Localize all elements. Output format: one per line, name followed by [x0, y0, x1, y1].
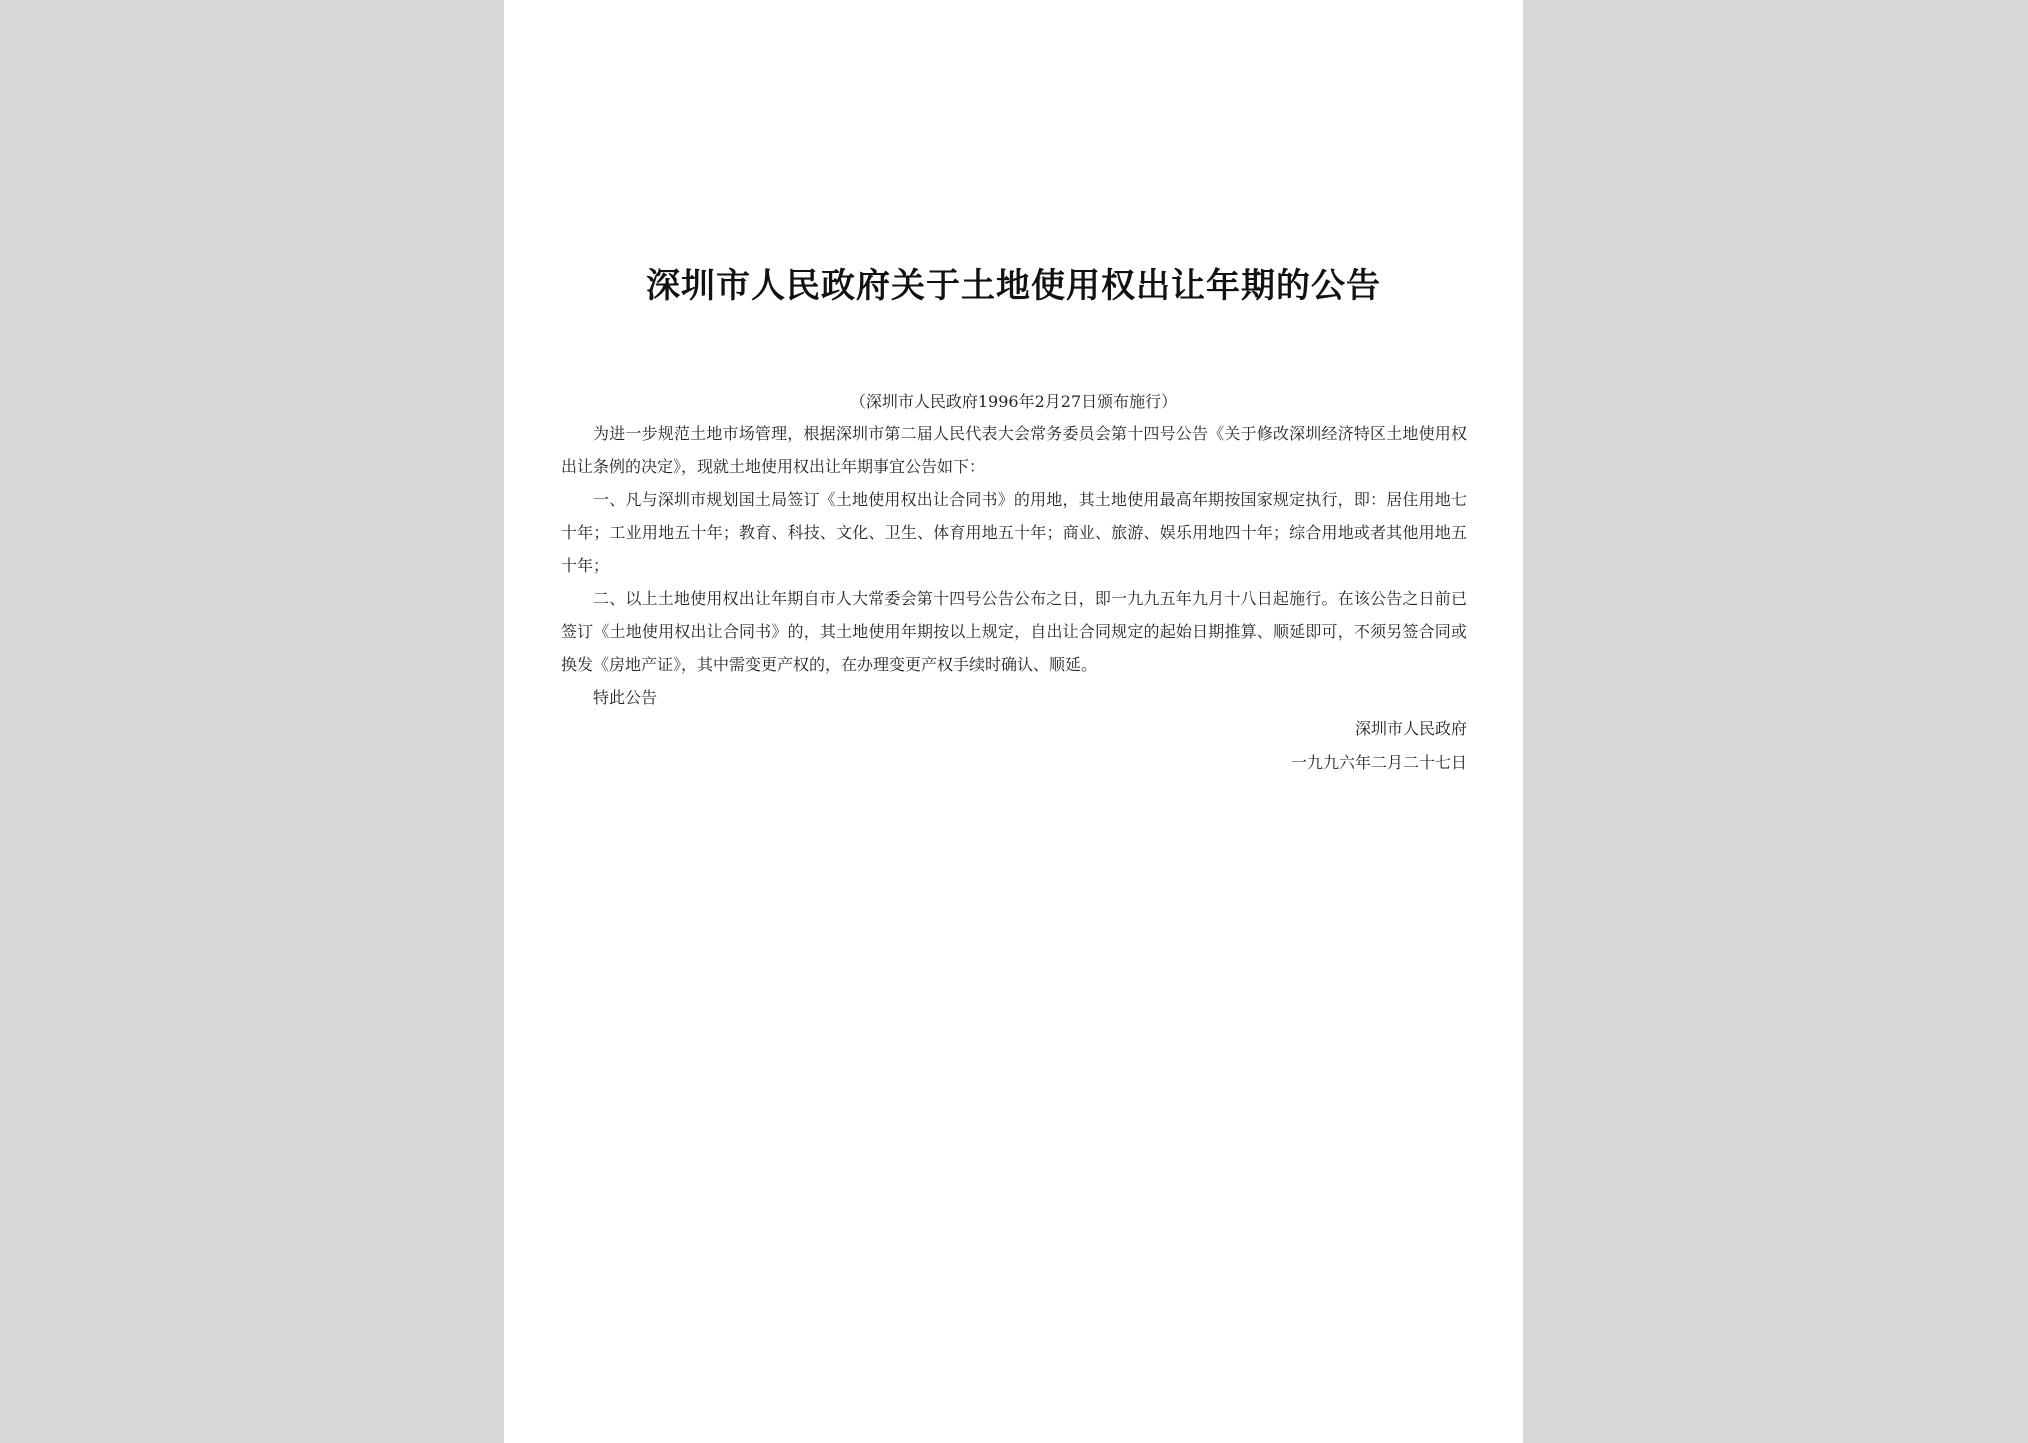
document-page — [504, 0, 1523, 1443]
paragraph-closing: 特此公告 — [593, 688, 658, 707]
paragraph-clause-two: 二、以上土地使用权出让年期自市人大常委会第十四号公告公布之日，即一九九五年九月十八日起施行。在该公告之日前已签订《土地使用权出让合同书》的，其土地使用年期按以上规定，自出让合同规定的起始日期推算、顺延即可，不须另签合同或换发《房地产证》，其中需变更产权的，在办理变更产权手续时确认、顺延。 — [561, 589, 1467, 674]
document-subtitle: （深圳市人民政府1996年2月27日颁布施行） — [849, 392, 1178, 411]
paragraph-clause-one: 一、凡与深圳市规划国土局签订《土地使用权出让合同书》的用地，其土地使用最高年期按国家规定执行，即：居住用地七十年；工业用地五十年；教育、科技、文化、卫生、体育用地五十年；商业、旅游、娱乐用地四十年；综合用地或者其他用地五十年； — [561, 490, 1467, 575]
document-title: 深圳市人民政府关于土地使用权出让年期的公告 — [646, 266, 1381, 306]
paragraph-preamble: 为进一步规范土地市场管理，根据深圳市第二届人民代表大会常务委员会第十四号公告《关于修改深圳经济特区土地使用权出让条例的决定》，现就土地使用权出让年期事宜公告如下： — [561, 424, 1467, 476]
document-body — [561, 417, 1467, 714]
signature-date: 一九九六年二月二十七日 — [1290, 753, 1467, 772]
signature-organization: 深圳市人民政府 — [1354, 719, 1467, 738]
